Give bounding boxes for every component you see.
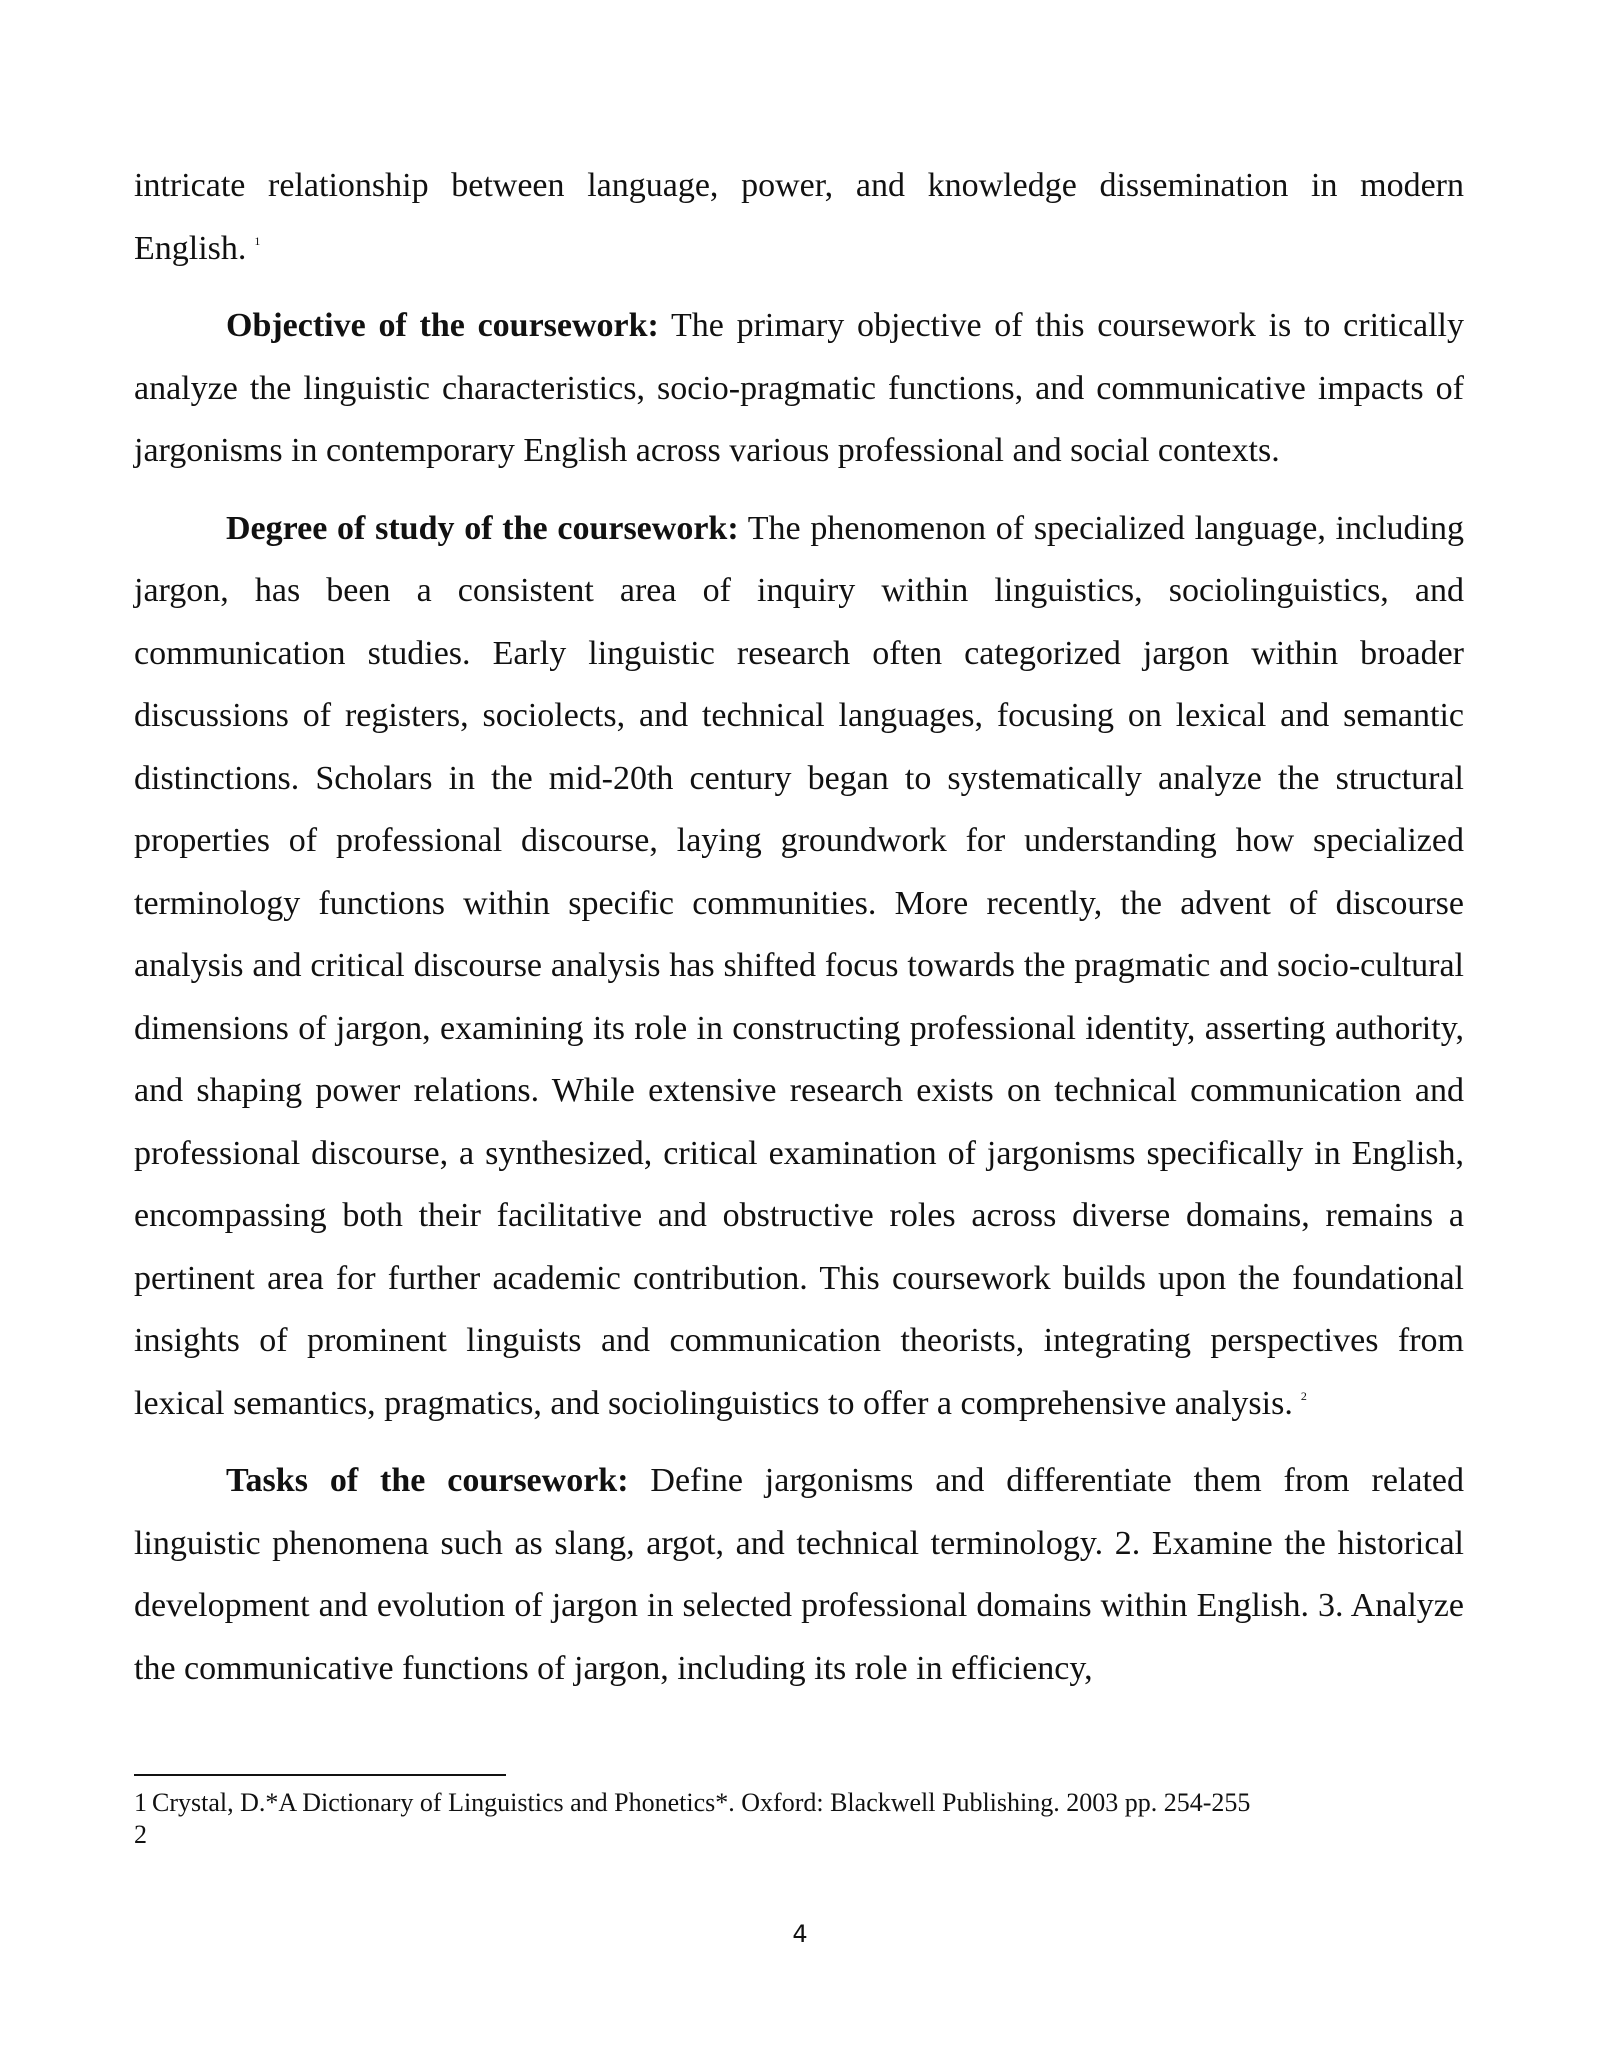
paragraph-tasks xyxy=(134,1450,1464,1700)
body-text xyxy=(134,155,1464,1700)
paragraph-text: intricate relationship between language, power, and knowledge dissemination in modern English. xyxy=(134,167,1464,267)
footnote-reference: 1 xyxy=(254,233,261,248)
footnote-item xyxy=(134,1787,1464,1819)
footnotes xyxy=(134,1787,1464,1851)
footnote-item xyxy=(134,1819,1464,1851)
footnote-text: Crystal, D.*A Dictionary of Linguistics and Phonetics*. Oxford: Blackwell Publishing. 2003 pp. 254-255 xyxy=(152,1788,1251,1817)
paragraph-heading: Objective of the coursework: xyxy=(226,307,659,344)
paragraph-continuation xyxy=(134,155,1464,280)
paragraph-objective xyxy=(134,295,1464,483)
paragraph-heading: Tasks of the coursework: xyxy=(226,1462,629,1499)
footnote-number: 1 xyxy=(134,1788,147,1817)
footnote-number: 2 xyxy=(134,1820,147,1849)
page-number: 4 xyxy=(792,1920,808,1948)
footnote-separator xyxy=(134,1774,506,1776)
paragraph-text: The phenomenon of specialized language, including jargon, has been a consistent area of inquiry within linguistics, sociolinguistics, and communication studies. Early linguistic research often categorized jargon within broader discussions of registers, sociolects, and technical languages, focusing on lexical and semantic distinctions. Scholars in the mid-20th century began to systematically analyze the structural properties of professional discourse, laying groundwork for understanding how specialized terminology functions within specific communities. More recently, the advent of discourse analysis and critical discourse analysis has shifted focus towards the pragmatic and socio-cultural dimensions of jargon, examining its role in constructing professional identity, asserting authority, and shaping power relations. While extensive research exists on technical communication and professional discourse, a synthesized, critical examination of jargonisms specifically in English, encompassing both their facilitative and obstructive roles across diverse domains, remains a pertinent area for further academic contribution. This coursework builds upon the foundational insights of prominent linguists and communication theorists, integrating perspectives from lexical semantics, pragmatics, and sociolinguistics to offer a comprehensive analysis. xyxy=(134,509,1464,1422)
paragraph-text: Define jargonisms and differentiate them from related linguistic phenomena such as slang, argot, and technical terminology. 2. Examine the historical development and evolution of jargon in selected professional domains within English. 3. Analyze the communicative functions of jargon, including its role in efficiency, xyxy=(134,1462,1464,1687)
footnote-reference: 2 xyxy=(1300,1388,1307,1403)
paragraph-degree-of-study xyxy=(134,498,1464,1436)
paragraph-heading: Degree of study of the coursework: xyxy=(226,509,739,547)
paragraph-text: The primary objective of this coursework is to critically analyze the linguistic characteristics, socio-pragmatic functions, and communicative impacts of jargonisms in contemporary English across various professional and social contexts. xyxy=(134,307,1464,469)
